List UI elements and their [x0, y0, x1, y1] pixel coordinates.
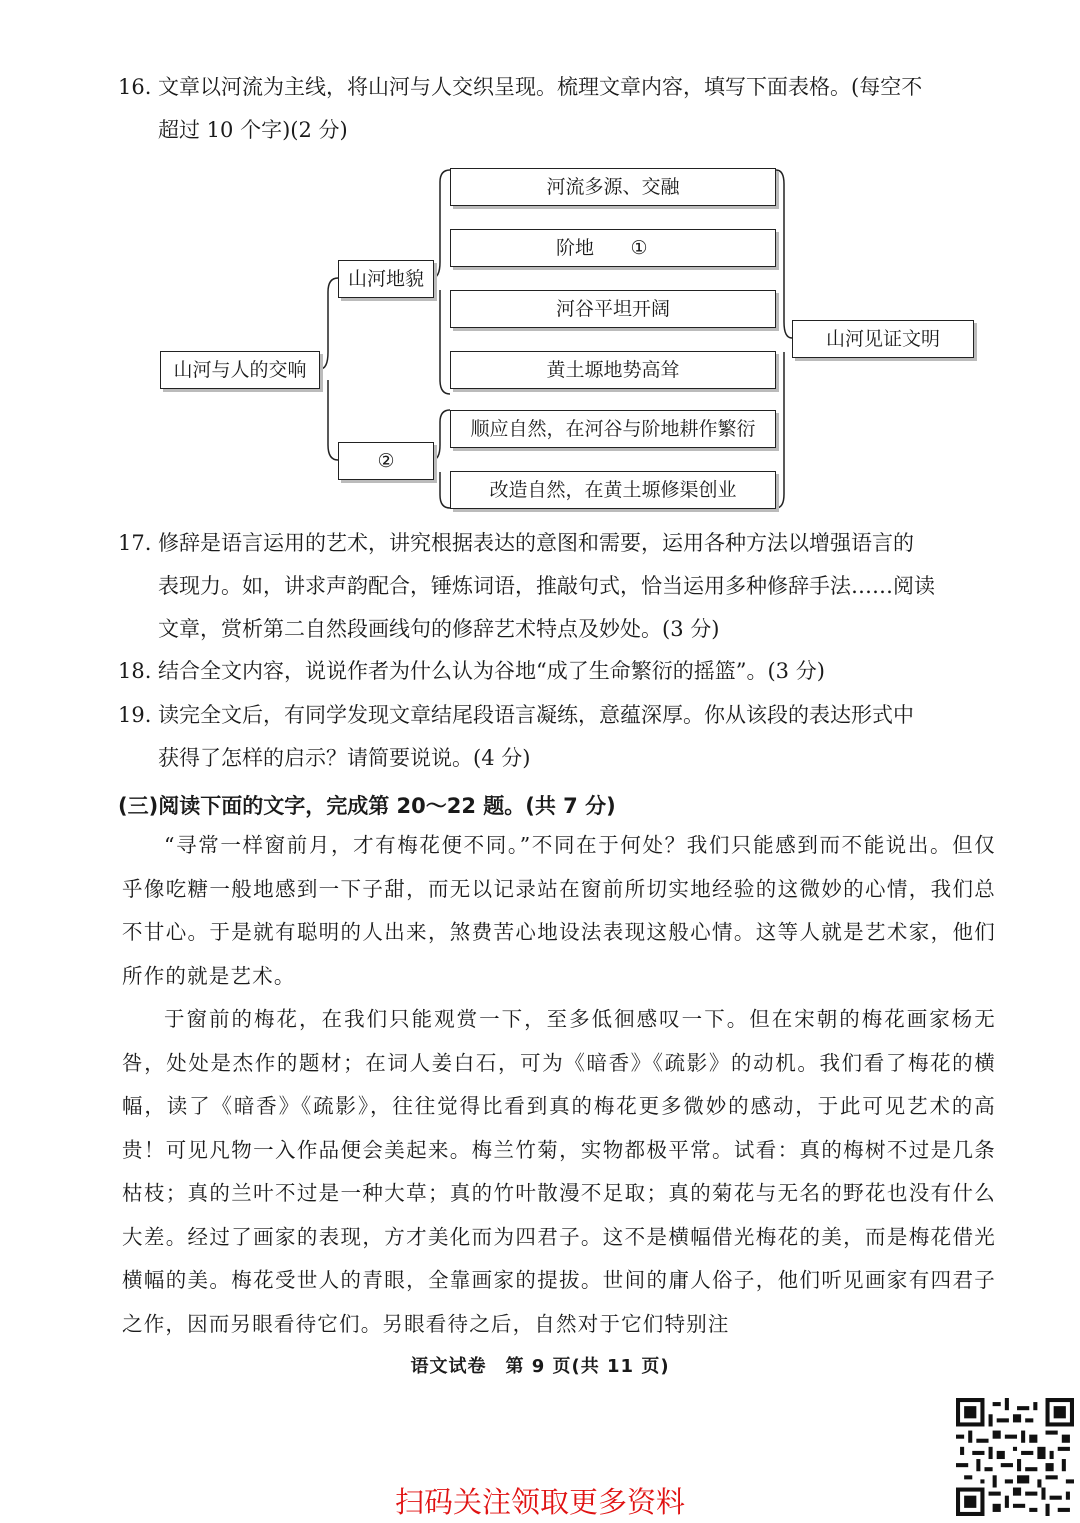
- branch-node-landform: 山河地貌: [338, 260, 434, 298]
- question-text-line: 读完全文后，有同学发现文章结尾段语言凝练，意蕴深厚。你从该段的表达形式中: [158, 703, 914, 727]
- item-adapt-nature: 顺应自然，在河谷与阶地耕作繁衍: [450, 410, 776, 448]
- question-text-line: 文章，赏析第二自然段画线句的修辞艺术特点及妙处。(3 分): [158, 617, 720, 641]
- page-footer: 语文试卷 第 9 页(共 11 页): [410, 1356, 670, 1377]
- question-number: 19.: [118, 703, 152, 727]
- question-number: 16.: [118, 75, 152, 99]
- item-loess-plateau: 黄土塬地势高耸: [450, 351, 776, 389]
- result-node: 山河见证文明: [792, 320, 974, 358]
- question-text-line: 文章以河流为主线，将山河与人交织呈现。梳理文章内容，填写下面表格。(每空不: [158, 75, 923, 99]
- question-text-line: 表现力。如，讲求声韵配合，锤炼词语，推敲句式，恰当运用多种修辞手法……阅读: [158, 574, 935, 598]
- section-heading: (三)阅读下面的文字，完成第 20～22 题。(共 7 分): [118, 794, 616, 818]
- question-18: [118, 650, 1008, 693]
- item-terrace[interactable]: [450, 229, 776, 267]
- item-river-sources: 河流多源、交融: [450, 168, 776, 206]
- question-number: 18.: [118, 659, 152, 683]
- root-node: 山河与人的交响: [160, 351, 320, 389]
- answer-blank-1[interactable]: ①: [608, 230, 670, 267]
- question-text-line: 获得了怎样的启示？请简要说说。(4 分): [158, 746, 531, 770]
- question-text-line: 超过 10 个字)(2 分): [158, 118, 348, 142]
- question-text-line: 修辞是语言运用的艺术，讲究根据表达的意图和需要，运用各种方法以增强语言的: [158, 531, 914, 555]
- branch-node-blank-2[interactable]: [338, 442, 434, 480]
- question-number: 17.: [118, 531, 152, 555]
- item-transform-nature: 改造自然，在黄土塬修渠创业: [450, 471, 776, 509]
- question-text-line: 结合全文内容，说说作者为什么认为谷地“成了生命繁衍的摇篮”。(3 分): [158, 659, 825, 683]
- item-terrace-label: 阶地: [555, 237, 594, 259]
- item-valley: 河谷平坦开阔: [450, 290, 776, 328]
- question-19: [118, 694, 1008, 780]
- question-17: [118, 522, 1008, 651]
- promo-text: 扫码关注领取更多资料: [394, 1485, 685, 1519]
- answer-blank-2[interactable]: ②: [355, 443, 417, 480]
- passage-paragraph-1: “寻常一样窗前月，才有梅花便不同。”不同在于何处？我们只能感到而不能说出。但仅乎像吃糖一般地感到一下子甜，而无以记录站在窗前所切实地经验的这微妙的心情，我们总不甘心。于是就有聪明的人出来，煞费苦心地设法表现这般心情。这等人就是艺术家，他们所作的就是艺术。: [122, 833, 996, 988]
- passage-paragraph-2: 于窗前的梅花，在我们只能观赏一下，至多低徊感叹一下。但在宋朝的梅花画家杨无咎，处处是杰作的题材；在词人姜白石，可为《暗香》《疏影》的动机。我们看了梅花的横幅，读了《暗香》《疏影》，往往觉得比看到真的梅花更多微妙的感动，于此可见艺术的高贵！可见凡物一入作品便会美起来。梅兰竹菊，实物都极平常。试看：真的梅树不过是几条枯枝；真的兰叶不过是一种大草；真的竹叶散漫不足取；真的菊花与无名的野花也没有什么大差。经过了画家的表现，方才美化而为四君子。这不是横幅借光梅花的美，而是梅花借光横幅的美。梅花受世人的青眼，全靠画家的提拔。世间的庸人俗子，他们听见画家有四君子之作，因而另眼看待它们。另眼看待之后，自然对于它们特别注: [122, 1007, 996, 1336]
